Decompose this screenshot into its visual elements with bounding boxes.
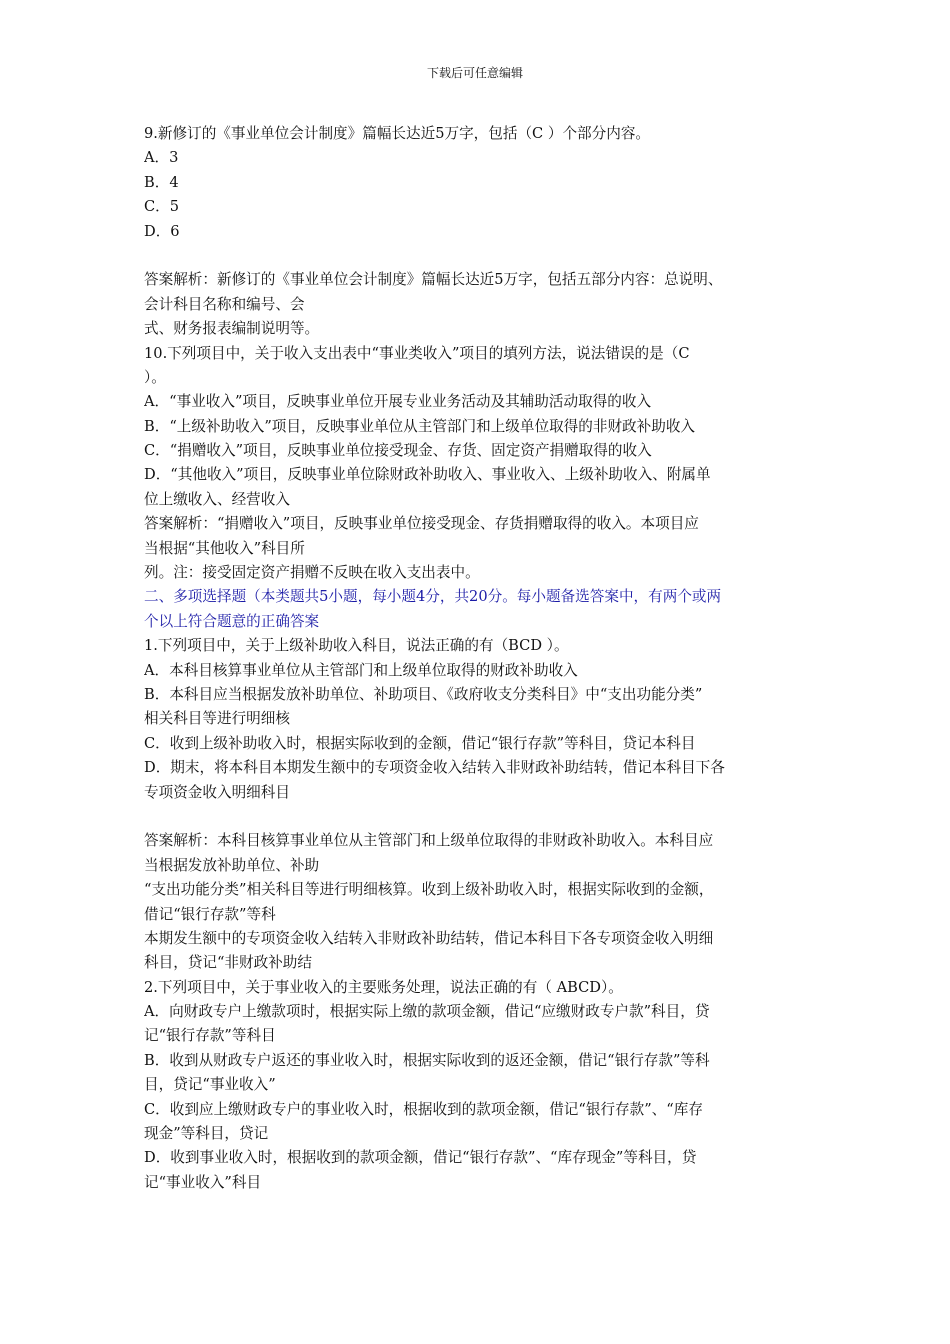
text-line: 2.下列项目中，关于事业收入的主要账务处理，说法正确的有（ ABCD）。 [144,978,623,996]
text-line: 9.新修订的《事业单位会计制度》篇幅长达近5万字，包括（C ）个部分内容。 [144,125,651,142]
page-header: 下载后可任意编辑 [426,66,523,80]
text-line: 目，贷记“事业收入” [144,1076,276,1094]
blank-line [144,805,812,829]
text-line: C．收到上级补助收入时，根据实际收到的金额，借记“银行存款”等科目，贷记本科目 [144,734,696,752]
text-line: A．3 [144,149,179,167]
text-line: D．收到事业收入时，根据收到的款项金额，借记“银行存款”、“库存现金”等科目，贷 [144,1149,697,1167]
text-line: 位上缴收入、经营收入 [144,490,290,508]
text-line: 当根据发放补助单位、补助 [144,856,320,874]
text-line: 答案解析：“捐赠收入”项目，反映事业单位接受现金、存货捐赠取得的收入。本项目应 [144,515,699,533]
text-line: 会计科目名称和编号、会 [144,295,305,313]
document-body [144,122,812,1195]
text-line: B．本科目应当根据发放补助单位、补助项目、《政府收支分类科目》中“支出功能分类” [144,685,703,703]
blank-line [144,244,812,268]
text-line: 当根据“其他收入”科目所 [144,539,305,557]
text-line: 科目，贷记“非财政补助结 [144,954,312,972]
text-line: 1.下列项目中，关于上级补助收入科目，说法正确的有（BCD ）。 [144,637,569,655]
text-line: B．收到从财政专户返还的事业收入时，根据实际收到的返还金额，借记“银行存款”等科 [144,1051,710,1069]
text-line: C．收到应上缴财政专户的事业收入时，根据收到的款项金额，借记“银行存款”、“库存 [144,1100,703,1118]
text-line: 答案解析：本科目核算事业单位从主管部门和上级单位取得的非财政补助收入。本科目应 [144,832,714,850]
text-line: 相关科目等进行明细核 [144,710,290,728]
text-line: 专项资金收入明细科目 [144,783,290,801]
text-line: ）。 [144,368,166,386]
text-line: 10.下列项目中，关于收入支出表中“事业类收入”项目的填列方法，说法错误的是（C [144,344,690,362]
text-line: 记“事业收入”科目 [144,1173,262,1191]
text-line: C．“捐赠收入”项目，反映事业单位接受现金、存货、固定资产捐赠取得的收入 [144,442,652,460]
section-heading-line: 二、多项选择题（本类题共5小题，每小题4分，共20分。每小题备选答案中，有两个或两 [144,588,722,606]
text-line: A．“事业收入”项目，反映事业单位开展专业业务活动及其辅助活动取得的收入 [144,393,652,411]
text-line: D．“其他收入”项目，反映事业单位除财政补助收入、事业收入、上级补助收入、附属单 [144,466,711,484]
text-line: A．向财政专户上缴款项时，根据实际上缴的款项金额，借记“应缴财政专户款”科目，贷 [144,1003,710,1021]
text-line: 借记“银行存款”等科 [144,905,276,923]
text-line: A．本科目核算事业单位从主管部门和上级单位取得的财政补助收入 [144,661,578,679]
text-line: “支出功能分类”相关科目等进行明细核算。收到上级补助收入时，根据实际收到的金额， [144,881,714,899]
text-line: B．“上级补助收入”项目，反映事业单位从主管部门和上级单位取得的非财政补助收入 [144,417,696,435]
text-line: 记“银行存款”等科目 [144,1027,276,1045]
text-line: C．5 [144,198,180,216]
text-line: D．6 [144,222,180,240]
text-line: 本期发生额中的专项资金收入结转入非财政补助结转，借记本科目下各专项资金收入明细 [144,929,714,947]
text-line: 列。注：接受固定资产捐赠不反映在收入支出表中。 [144,564,480,582]
text-line: B．4 [144,173,179,191]
text-line: 答案解析：新修订的《事业单位会计制度》篇幅长达近5万字，包括五部分内容：总说明、 [144,271,723,289]
text-line: D．期末，将本科目本期发生额中的专项资金收入结转入非财政补助结转，借记本科目下各 [144,759,725,777]
text-line: 式、财务报表编制说明等。 [144,320,320,338]
text-line: 现金”等科目，贷记 [144,1125,269,1143]
section-heading-line: 个以上符合题意的正确答案 [144,612,320,630]
